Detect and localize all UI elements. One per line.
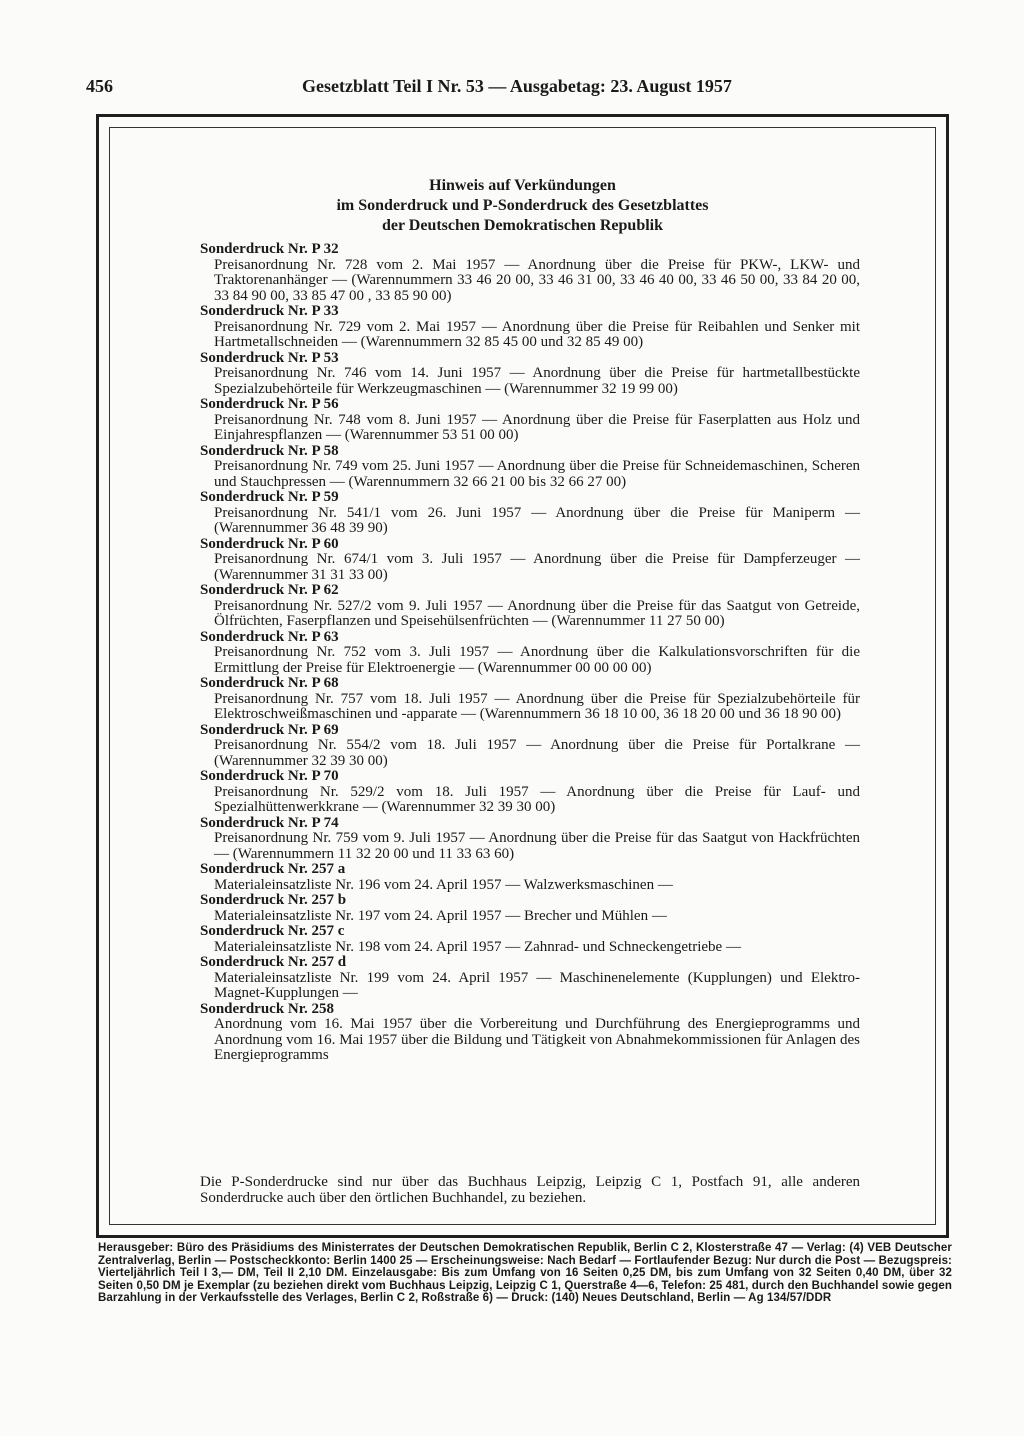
list-item	[200, 583, 860, 630]
notice-title-line: im Sonderdruck und P-Sonderdruck des Gesetzblattes	[336, 197, 709, 214]
list-item	[200, 924, 860, 955]
list-item	[200, 1002, 860, 1064]
entry-heading: Sonderdruck Nr. P 59	[200, 489, 339, 505]
list-item	[200, 955, 860, 1002]
entry-text: Preisanordnung Nr. 748 vom 8. Juni 1957 — Anordnung über die Preise für Faserplatten aus Holz und Einjahrespflanzen — (Warennummer 53 51 00 00)	[214, 411, 860, 443]
entry-heading: Sonderdruck Nr. P 68	[200, 675, 339, 691]
notice-title-line: der Deutschen Demokratischen Republik	[381, 217, 664, 234]
list-item	[200, 893, 860, 924]
entry-heading: Sonderdruck Nr. 257 a	[200, 861, 346, 877]
notice-box-inner	[109, 127, 936, 1225]
entry-heading: Sonderdruck Nr. 258	[200, 1000, 335, 1017]
entry-heading: Sonderdruck Nr. P 33	[200, 303, 339, 319]
entry-heading: Sonderdruck Nr. P 63	[200, 628, 339, 645]
list-item	[200, 304, 860, 351]
list-item	[200, 769, 860, 816]
entry-text: Materialeinsatzliste Nr. 196 vom 24. April 1957 — Walzwerksmaschinen —	[214, 876, 673, 893]
page-number: 456	[86, 76, 113, 96]
list-item	[200, 351, 860, 398]
entry-text: Preisanordnung Nr. 529/2 vom 18. Juli 1957 — Anordnung über die Preise für Lauf- und Spezialhüttenwerkkrane — (Warennummer 32 39 30 00)	[214, 783, 860, 815]
entry-heading: Sonderdruck Nr. 257 d	[200, 954, 347, 970]
entry-heading: Sonderdruck Nr. P 60	[200, 535, 339, 552]
entry-text: Preisanordnung Nr. 541/1 vom 26. Juni 1957 — Anordnung über die Preise für Maniperm — (Warennummer 36 48 39 90)	[214, 504, 860, 536]
entry-text: Preisanordnung Nr. 527/2 vom 9. Juli 1957 — Anordnung über die Preise für das Saatgut von Getreide, Ölfrüchten, Faserpflanzen und Speisehülsenfrüchten — (Warennummer 11 27 50 00)	[214, 597, 860, 629]
list-item	[200, 397, 860, 444]
running-title: Gesetzblatt Teil I Nr. 53 — Ausgabetag: 23. August 1957	[302, 76, 732, 96]
closing-note: Die P-Sonderdrucke sind nur über das Buchhaus Leipzig, Leipzig C 1, Postfach 91, alle anderen Sonderdrucke auch über den örtlichen Buchhandel, zu beziehen.	[200, 1174, 860, 1206]
list-item	[200, 537, 860, 584]
entry-heading: Sonderdruck Nr. P 58	[200, 442, 339, 459]
notice-title	[110, 176, 935, 236]
entry-text: Preisanordnung Nr. 554/2 vom 18. Juli 1957 — Anordnung über die Preise für Portalkrane — (Warennummer 32 39 30 00)	[214, 737, 860, 769]
entry-text: Materialeinsatzliste Nr. 198 vom 24. April 1957 — Zahnrad- und Schneckengetriebe —	[214, 938, 741, 955]
entry-text: Anordnung vom 16. Mai 1957 über die Vorbereitung und Durchführung des Energieprogramms und Anordnung vom 16. Mai 1957 über die Bildung und Tätigkeit von Abnahmekommissionen für Anlagen des Energieprogramms	[214, 1016, 860, 1063]
entry-text: Preisanordnung Nr. 752 vom 3. Juli 1957 — Anordnung über die Kalkulationsvorschriften für die Ermittlung der Preise für Elektroenergie — (Warennummer 00 00 00 00)	[214, 644, 860, 676]
list-item	[200, 630, 860, 677]
entry-heading: Sonderdruck Nr. P 62	[200, 582, 339, 598]
entry-text: Preisanordnung Nr. 757 vom 18. Juli 1957 — Anordnung über die Preise für Spezialzubehörteile für Elektroschweißmaschinen und -apparate — (Warennummern 36 18 10 00, 36 18 20 00 und 36 18 90 00)	[214, 690, 860, 722]
entry-heading: Sonderdruck Nr. P 53	[200, 349, 339, 366]
entry-text: Materialeinsatzliste Nr. 199 vom 24. April 1957 — Maschinenelemente (Kupplungen) und Elektro-Magnet-Kupplungen —	[214, 969, 860, 1001]
list-item	[200, 862, 860, 893]
entry-text: Preisanordnung Nr. 749 vom 25. Juni 1957 — Anordnung über die Preise für Schneidemaschinen, Scheren und Stauchpressen — (Warennummern 32 66 21 00 bis 32 66 27 00)	[214, 458, 860, 490]
entry-text: Preisanordnung Nr. 759 vom 9. Juli 1957 — Anordnung über die Preise für das Saatgut von Hackfrüchten — (Warennummern 11 32 20 00 und 11 33 63 60)	[214, 830, 860, 862]
entry-heading: Sonderdruck Nr. 257 b	[200, 892, 347, 908]
entry-list	[200, 242, 860, 1064]
entry-heading: Sonderdruck Nr. P 32	[200, 241, 339, 257]
entry-heading: Sonderdruck Nr. P 70	[200, 768, 339, 784]
entry-text: Preisanordnung Nr. 674/1 vom 3. Juli 1957 — Anordnung über die Preise für Dampferzeuger — (Warennummer 31 31 33 00)	[214, 551, 860, 583]
notice-box	[96, 114, 949, 1238]
imprint: Herausgeber: Büro des Präsidiums des Ministerrates der Deutschen Demokratischen Republik, Berlin C 2, Klosterstraße 47 — Verlag: (4) VEB Deutscher Zentralverlag, Berlin — Postscheckkonto: Berlin 1400 25 — Erscheinungsweise: Nach Bedarf — Fortlaufender Bezug: Nur durch die Post — Bezugspreis: Vierteljährlich Teil I 3,— DM, Teil II 2,10 DM. Einzelausgabe: Bis zum Umfang von 16 Seiten 0,25 DM, bis zum Umfang von 32 Seiten 0,40 DM, über 32 Seiten 0,50 DM je Exemplar (zu beziehen direkt vom Buchhaus Leipzig, Leipzig C 1, Querstraße 4—6, Telefon: 25 481, durch den Buchhandel sowie gegen Barzahlung in der Verkaufsstelle des Verlages, Berlin C 2, Roßstraße 6) — Druck: (140) Neues Deutschland, Berlin — Ag 134/57/DDR	[98, 1242, 952, 1304]
list-item	[200, 816, 860, 863]
list-item	[200, 242, 860, 304]
entry-text: Preisanordnung Nr. 729 vom 2. Mai 1957 — Anordnung über die Preise für Reibahlen und Senker mit Hartmetallschneiden — (Warennummern 32 85 45 00 und 32 85 49 00)	[214, 318, 860, 350]
entry-text: Preisanordnung Nr. 746 vom 14. Juni 1957 — Anordnung über die Preise für hartmetallbestückte Spezialzubehörteile für Werkzeugmaschinen — (Warennummer 32 19 99 00)	[214, 365, 860, 397]
list-item	[200, 490, 860, 537]
entry-heading: Sonderdruck Nr. P 69	[200, 721, 339, 738]
entry-text: Preisanordnung Nr. 728 vom 2. Mai 1957 — Anordnung über die Preise für PKW-, LKW- und Traktorenanhänger — (Warennummern 33 46 20 00, 33 46 31 00, 33 46 40 00, 33 46 50 00, 33 84 20 00, 33 84 90 00, 33 85 47 00 , 33 85 90 00)	[214, 256, 860, 304]
page-header	[86, 74, 950, 98]
list-item	[200, 676, 860, 723]
entry-heading: Sonderdruck Nr. 257 c	[200, 923, 345, 939]
entry-text: Materialeinsatzliste Nr. 197 vom 24. April 1957 — Brecher und Mühlen —	[214, 907, 667, 924]
entry-heading: Sonderdruck Nr. P 56	[200, 396, 339, 412]
entry-heading: Sonderdruck Nr. P 74	[200, 814, 339, 831]
list-item	[200, 723, 860, 770]
list-item	[200, 444, 860, 491]
notice-title-line: Hinweis auf Verkündungen	[429, 177, 616, 194]
